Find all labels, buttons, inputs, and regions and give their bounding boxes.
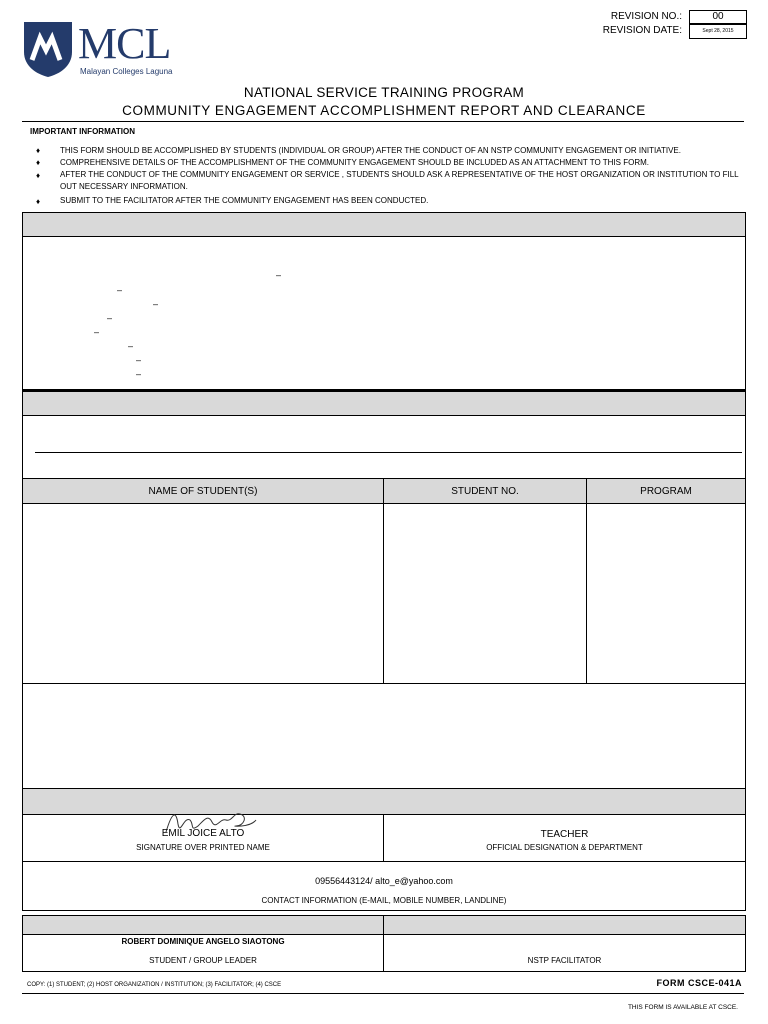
contact-info-caption: CONTACT INFORMATION (E-MAIL, MOBILE NUMBER, LANDLINE) bbox=[261, 896, 507, 905]
bullet-icon: ♦ bbox=[36, 197, 41, 206]
leader-caption: STUDENT / GROUP LEADER bbox=[149, 956, 257, 965]
field-dash: – bbox=[153, 299, 159, 309]
col-header-name: NAME OF STUDENT(S) bbox=[22, 478, 384, 504]
field-dash: – bbox=[128, 341, 134, 351]
certification-section-header bbox=[22, 788, 746, 815]
engagement-section-header bbox=[22, 212, 746, 237]
engagement-details-box[interactable] bbox=[22, 236, 746, 391]
student-signature-caption: SIGNATURE OVER PRINTED NAME bbox=[136, 843, 270, 852]
field-dash: – bbox=[107, 313, 113, 323]
field-dash: – bbox=[276, 270, 282, 280]
logo-subtitle: Malayan Colleges Laguna bbox=[80, 67, 173, 76]
field-dash: – bbox=[136, 369, 142, 379]
info-item-1: THIS FORM SHOULD BE ACCOMPLISHED BY STUDENTS (INDIVIDUAL OR GROUP) AFTER THE CONDUCT OF AN NSTP COMMUNITY ENGAGEMENT OR INITIATIVE. bbox=[60, 146, 681, 155]
teacher-designation-caption: OFFICIAL DESIGNATION & DEPARTMENT bbox=[486, 843, 643, 852]
bullet-icon: ♦ bbox=[36, 158, 41, 167]
form-title: COMMUNITY ENGAGEMENT ACCOMPLISHMENT REPORT AND CLEARANCE bbox=[122, 103, 646, 118]
host-section-header bbox=[22, 391, 746, 416]
host-details-box[interactable] bbox=[22, 415, 746, 479]
field-dash: – bbox=[94, 327, 100, 337]
title-divider bbox=[22, 121, 744, 122]
field-dash: – bbox=[136, 355, 142, 365]
facilitator-cell[interactable] bbox=[383, 934, 746, 972]
info-item-4: SUBMIT TO THE FACILITATOR AFTER THE COMMUNITY ENGAGEMENT HAS BEEN CONDUCTED. bbox=[60, 196, 429, 205]
teacher-designation: TEACHER bbox=[540, 829, 589, 840]
col-header-program: PROGRAM bbox=[586, 478, 746, 504]
revision-date-label: REVISION DATE: bbox=[602, 25, 682, 36]
logo-wordmark: MCL bbox=[78, 19, 171, 68]
mcl-shield-logo bbox=[22, 20, 74, 78]
students-number-cell[interactable] bbox=[383, 503, 587, 684]
revision-no-label: REVISION NO.: bbox=[610, 11, 682, 22]
field-dash: – bbox=[117, 285, 123, 295]
facilitator-header bbox=[383, 915, 746, 935]
revision-no-value: 00 bbox=[689, 10, 747, 24]
host-fill-line bbox=[35, 452, 742, 453]
footer-divider bbox=[22, 993, 744, 994]
info-item-3: AFTER THE CONDUCT OF THE COMMUNITY ENGAGEMENT OR SERVICE , STUDENTS SHOULD ASK A REPRESENTATIVE OF THE HOST ORGANIZATION OR INSTITUTION TO FILL OUT NECESSARY INFORMATION. bbox=[60, 170, 739, 191]
students-program-cell[interactable] bbox=[586, 503, 746, 684]
student-printed-name: EMIL JOICE ALTO bbox=[161, 828, 245, 839]
students-name-cell[interactable] bbox=[22, 503, 384, 684]
contact-info-value: 09556443124/ alto_e@yahoo.com bbox=[315, 876, 453, 886]
remarks-box[interactable] bbox=[22, 683, 746, 789]
important-heading: IMPORTANT INFORMATION bbox=[30, 127, 136, 136]
program-title: NATIONAL SERVICE TRAINING PROGRAM bbox=[243, 85, 525, 100]
copy-distribution: COPY: (1) STUDENT; (2) HOST ORGANIZATION / INSTITUTION; (3) FACILITATOR; (4) CSCE bbox=[27, 982, 282, 988]
leader-header bbox=[22, 915, 384, 935]
revision-date-value: Sept 28, 2015 bbox=[689, 24, 747, 39]
facilitator-caption: NSTP FACILITATOR bbox=[527, 956, 602, 965]
bullet-icon: ♦ bbox=[36, 146, 41, 155]
form-availability-note: THIS FORM IS AVAILABLE AT CSCE. bbox=[627, 1004, 738, 1011]
leader-name: ROBERT DOMINIQUE ANGELO SIAOTONG bbox=[121, 937, 285, 946]
col-header-student-no: STUDENT NO. bbox=[383, 478, 587, 504]
info-item-2: COMPREHENSIVE DETAILS OF THE ACCOMPLISHMENT OF THE COMMUNITY ENGAGEMENT SHOULD BE INCLUDED AS AN ATTACHMENT TO THIS FORM. bbox=[60, 158, 649, 167]
form-code: FORM CSCE-041A bbox=[656, 978, 742, 988]
bullet-icon: ♦ bbox=[36, 171, 41, 180]
